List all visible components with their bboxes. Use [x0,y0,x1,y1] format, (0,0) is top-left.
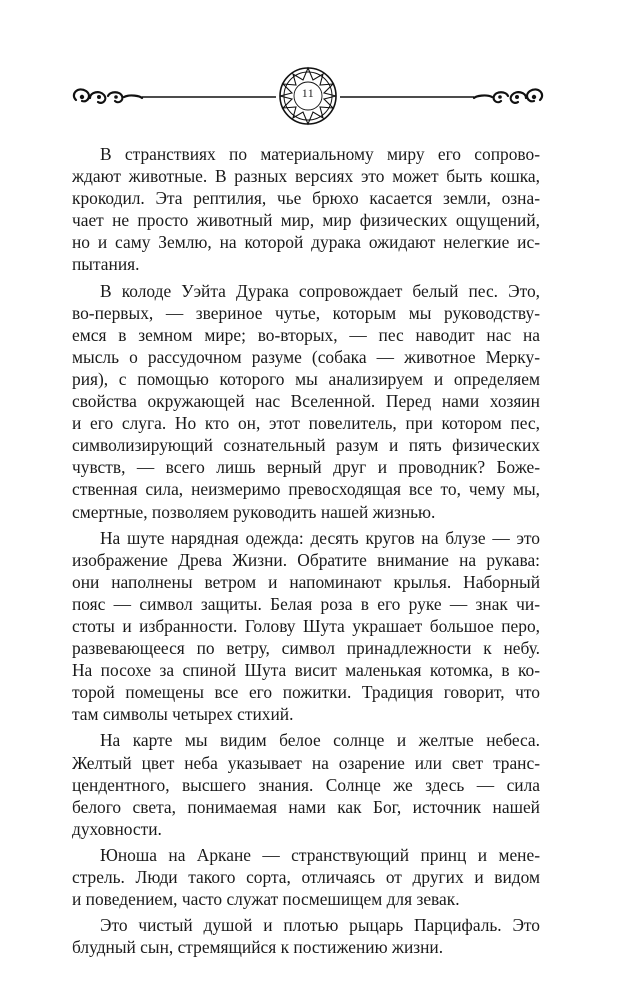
paragraph [72,143,540,276]
text-line: смертные, позволяем руководить нашей жизнью. [72,501,436,522]
text-line: рия), с помощью которого мы анализируем и определяем [72,368,540,389]
text-line: пытания. [72,254,140,275]
text-line: В колоде Уэйта Дурака сопровождает белый пес. Это, [100,280,540,301]
paragraph [72,729,540,839]
text-line: но и саму Землю, на которой дурака ожидают нелегкие ис- [72,232,540,253]
text-line: крокодил. Эта рептилия, чье брюхо касается земли, озна- [72,188,540,209]
paragraph [72,844,540,910]
text-line: Желтый цвет неба указывает на озарение или свет транс- [72,752,540,773]
text-line: развевающееся по ветру, символ принадлежности к небу. [72,638,540,659]
text-line: емся в земном мире; во-вторых, — пес наводит нас на [72,324,540,345]
text-line: торой помещены все его пожитки. Традиция говорит, что [72,682,540,703]
text-line: символизирующий сознательный разум и пять физических [72,435,540,456]
text-line: и поведением, часто служат посмешищем для зевак. [72,889,460,910]
text-line: цендентного, высшего знания. Солнце же здесь — сила [72,774,540,795]
text-line: В странствиях по материальному миру его сопрово- [100,144,540,164]
text-line: На шуте нарядная одежда: десять кругов на блузе — это [100,527,540,548]
text-line: ственная сила, неизмеримо превосходящая все то, чему мы, [72,479,540,500]
text-line: пояс — символ защиты. Белая роза в его руке — знак чи- [72,593,540,614]
text-line: там символы четырех стихий. [72,704,294,725]
text-line: На карте мы видим белое солнце и желтые небеса. [100,730,540,751]
text-line: стоты и избранности. Голову Шута украшает большое перо, [72,615,540,636]
text-line: На посохе за спиной Шута висит маленькая котомка, в ко- [72,660,540,681]
text-line: чувств, — всего лишь верный друг и проводник? Боже- [72,457,540,478]
text-line: свойства окружающей нас Вселенной. Перед нами хозяин [72,391,540,412]
text-line: чает не просто животный мир, мир физических ощущений, [72,210,540,231]
text-line: белого света, понимаемая нами как Бог, источник нашей [72,796,540,817]
paragraph [72,914,540,958]
paragraph [72,280,540,523]
text-line: и его слуга. Но кто он, этот повелитель, при котором пес, [72,413,540,434]
text-line: стрель. Люди такого сорта, отличаясь от других и видом [72,867,540,887]
text-line: во-первых, — звериное чутье, которым мы руководству- [72,302,540,323]
text-line: Это чистый душой и плотью рыцарь Парцифаль. Это [100,915,540,936]
text-line: Юноша на Аркане — странствующий принц и мене- [100,844,540,865]
text-line: ждают животные. В разных версиях это может быть кошка, [72,166,540,187]
paragraph [72,527,540,726]
text-line: изображение Древа Жизни. Обратите внимание на рукава: [72,549,540,570]
text-line: они наполнены ветром и напоминают крылья. Наборный [72,571,540,592]
text-line: блудный сын, стремящийся к постижению жизни. [72,937,444,958]
text-line: мысль о рассудочном разуме (собака — животное Мерку- [72,346,540,367]
text-line: духовности. [72,818,162,839]
body-text [72,143,540,958]
page-header [68,64,548,128]
page-number: 11 [301,86,315,100]
